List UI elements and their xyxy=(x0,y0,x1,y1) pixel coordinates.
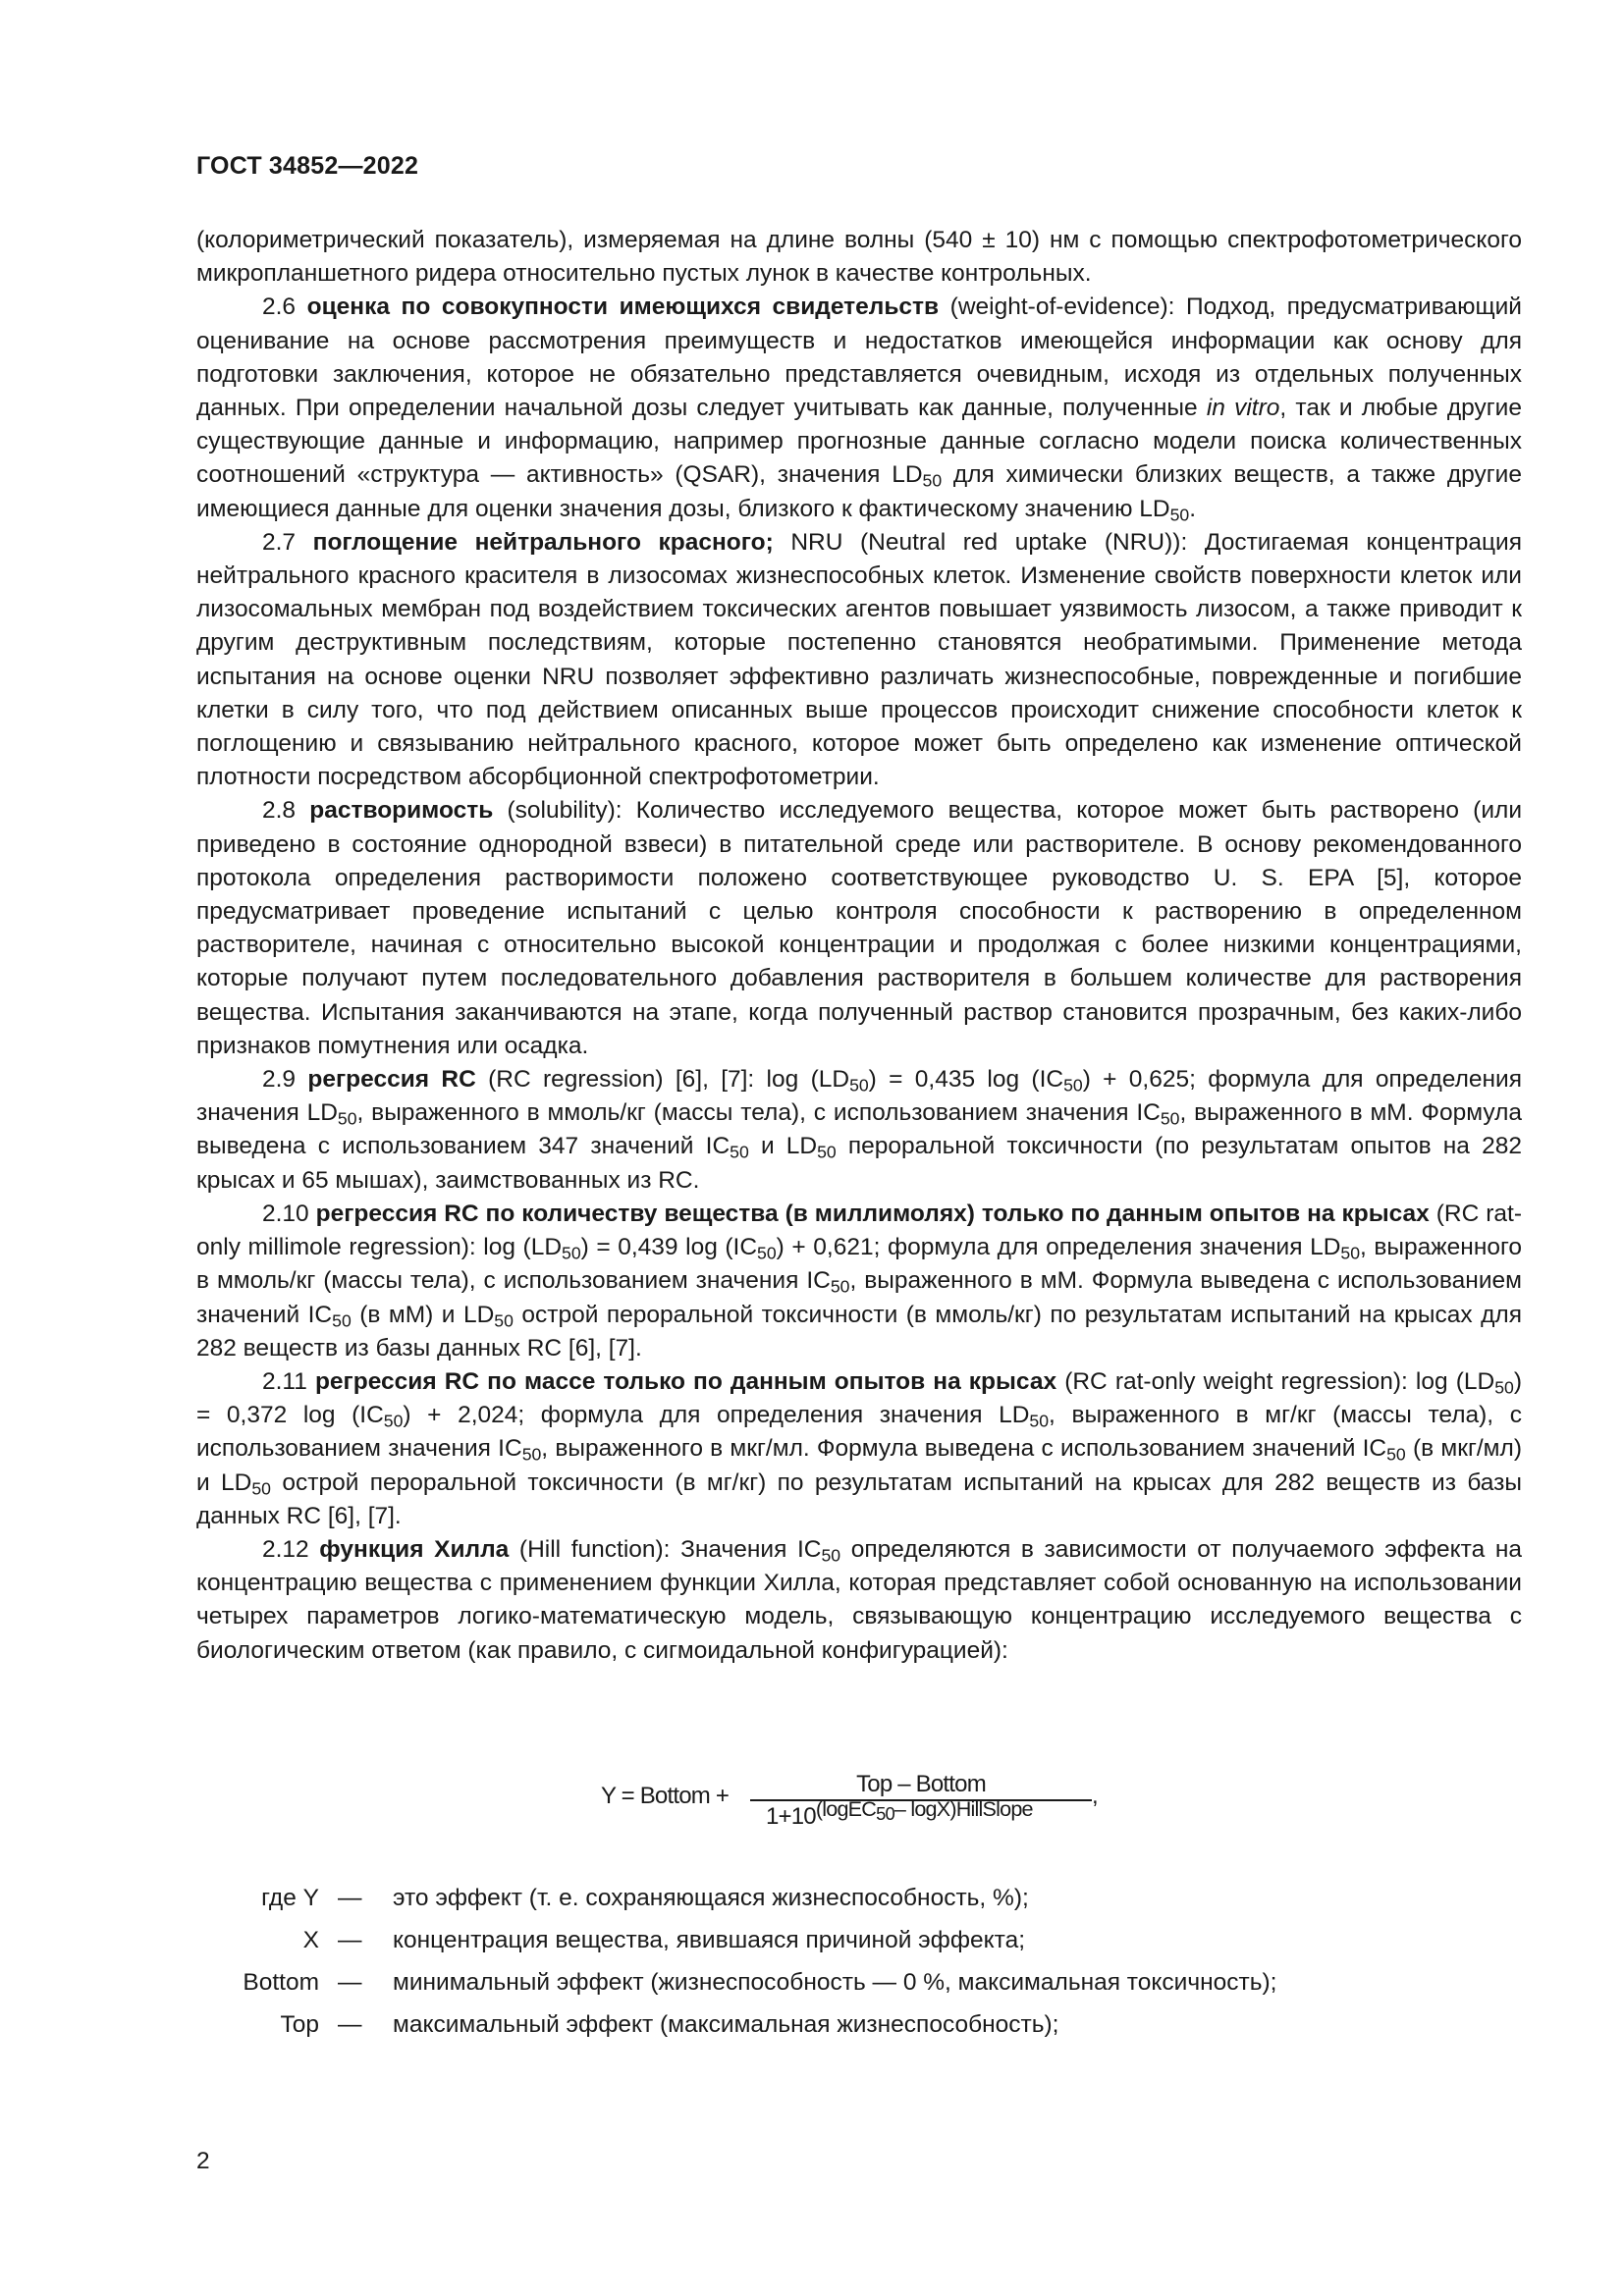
subscript: 50 xyxy=(817,1142,837,1162)
definition-term: где Y xyxy=(261,1885,319,1911)
subscript: 50 xyxy=(332,1309,352,1330)
paragraph-2-9 xyxy=(196,1063,1522,1198)
definition-term: X xyxy=(302,1927,319,1953)
subscript: 50 xyxy=(1029,1411,1050,1431)
subscript: 50 xyxy=(383,1411,404,1431)
paragraph-2-8 xyxy=(196,794,1522,1063)
definition-term: Top xyxy=(280,2011,319,2038)
term-heading: регрессия RC по количеству вещества (в миллимолях) только по данным опытов на крысах xyxy=(315,1200,1430,1227)
text: (Hill function): Значения IC xyxy=(509,1535,822,1563)
text: (solubility): Количество исследуемого вещества, которое может быть растворено (или приведено в состояние однородной взвеси) в питательной среде или растворителе. В основу рекомендованного протокола определения растворимости положено соответствующее руководство U. S. EPA [5], которое предусматривает проведение испытаний с целью контроля способности к растворению в определенном растворителе, начиная с относительно высокой концентрации и продолжая с более низкими концентрациями, которые получают путем последовательного добавления растворителя в большем количестве для растворения вещества. Испытания заканчиваются на этапе, когда полученный раствор становится прозрачным, без каких-либо признаков помутнения или осадка. xyxy=(196,797,1523,1059)
subscript: 50 xyxy=(830,1276,850,1297)
text: ) = 0,439 log (IC xyxy=(580,1234,758,1261)
text: , так и любые другие существующие данные и информацию, например прогнозные данные согласно модели поиска количественных соотношений «структура — активность» (QSAR), значения LD xyxy=(196,395,1522,489)
text: , выраженного в мМ. Формула выведена с использованием значений IC xyxy=(196,1267,1522,1328)
term-heading: оценка по совокупности имеющихся свидетельств xyxy=(306,294,940,321)
exponent-subscript: 50 xyxy=(876,1802,894,1824)
subscript: 50 xyxy=(562,1243,581,1263)
subscript: 50 xyxy=(251,1477,271,1498)
clause-number: 2.6 xyxy=(262,294,307,321)
text: определяются в зависимости от получаемого эффекта на концентрацию вещества с применением функции Хилла, которая представляет собой основанную на использовании четырех параметров логико-математическую модель, связывающую концентрацию исследуемого вещества с биологическим ответом (как правило, с сигмоидальной конфигурацией): xyxy=(196,1535,1522,1664)
text: NRU (Neutral red uptake (NRU)): Достигаемая концентрация нейтрального красного красителя в лизосомах жизнеспособных клеток. Изменение свойств поверхности клеток или лизосомальных мембран под воздействием токсических агентов повышает уязвимость лизосом, а также приводит к другим деструктивным последствиям, которые постепенно становятся необратимыми. Применение метода испытания на основе оценки NRU позволяет эффективно различать жизнеспособные, поврежденные и погибшие клетки в силу того, что под действием описанных выше процессов происходит снижение способности клеток к поглощению и связыванию нейтрального красного, которое может быть определено как изменение оптической плотности посредством абсорбционной спектрофотометрии. xyxy=(196,528,1522,791)
text: , выраженного в мМ. Формула выведена с использованием 347 значений IC xyxy=(196,1099,1522,1160)
subscript: 50 xyxy=(757,1243,777,1263)
subscript: 50 xyxy=(849,1075,869,1095)
paragraph-2-7 xyxy=(196,526,1522,795)
text: пероральной токсичности (по результатам опытов на 282 крысах и 65 мышах), заимствованных из RC. xyxy=(196,1133,1522,1194)
text: , выраженного в ммоль/кг (массы тела), с использованием значения IC xyxy=(196,1234,1522,1295)
text: , выраженного в мкг/мл. Формула выведена с использованием значений IC xyxy=(541,1435,1387,1463)
text: (RC rat-only weight regression): log (LD xyxy=(1056,1367,1495,1395)
paragraph-2-6 xyxy=(196,291,1522,525)
text: и LD xyxy=(748,1133,818,1160)
term-heading: растворимость xyxy=(309,797,494,825)
paragraph-2-11 xyxy=(196,1365,1522,1533)
formula-fraction xyxy=(750,1771,1092,1831)
document-body xyxy=(196,224,1522,1668)
text: . xyxy=(1189,495,1197,522)
clause-number: 2.8 xyxy=(262,797,310,825)
definition-text: минимальный эффект (жизнеспособность — 0 %, максимальная токсичность); xyxy=(393,1969,1277,1996)
term-heading: поглощение нейтрального красного; xyxy=(312,528,774,556)
definition-dash: — xyxy=(338,1885,362,1911)
definition-dash: — xyxy=(338,1927,362,1953)
subscript: 50 xyxy=(730,1142,749,1162)
formula-numerator: Top – Bottom xyxy=(856,1771,986,1797)
text: (в мМ) и LD xyxy=(351,1301,495,1328)
text: , выраженного в ммоль/кг (массы тела), с использованием значения IC xyxy=(356,1099,1161,1127)
definition-text: концентрация вещества, явившаяся причиной эффекта; xyxy=(393,1927,1025,1953)
subscript: 50 xyxy=(821,1545,841,1566)
text: (RC rat-only millimole regression): log (LD xyxy=(196,1200,1522,1261)
paragraph-continuation: (колориметрический показатель), измеряемая на длине волны (540 ± 10) нм с помощью спектрофотометрического микропланшетного ридера относительно пустых лунок в качестве контрольных. xyxy=(196,227,1522,288)
text: для химически близких веществ, а также другие имеющиеся данные для оценки значения дозы, близкого к фактическому значению LD xyxy=(196,461,1522,522)
formula-denominator xyxy=(750,1795,1092,1831)
definition-text: максимальный эффект (максимальная жизнеспособность); xyxy=(393,2011,1059,2038)
subscript: 50 xyxy=(1340,1243,1361,1263)
paragraph-2-12 xyxy=(196,1533,1522,1668)
subscript: 50 xyxy=(1494,1377,1514,1398)
text: острой пероральной токсичности (в мг/кг) по результатам испытаний на крысах для 282 веществ из базы данных RC [6], [7]. xyxy=(196,1468,1523,1529)
clause-number: 2.7 xyxy=(262,528,313,556)
text: ) + 0,621; формула для определения значения LD xyxy=(776,1234,1341,1261)
text: (в мкг/мл) и LD xyxy=(196,1435,1522,1496)
definition-dash: — xyxy=(338,2011,362,2038)
denominator-base: 1+10 xyxy=(766,1803,816,1830)
subscript: 50 xyxy=(1386,1444,1406,1465)
denominator-exponent xyxy=(815,1795,1033,1824)
italic-text: in vitro xyxy=(1206,395,1280,422)
definition-term: Bottom xyxy=(243,1969,319,1996)
subscript: 50 xyxy=(1160,1108,1180,1129)
subscript: 50 xyxy=(1169,505,1190,525)
document-header: ГОСТ 34852—2022 xyxy=(196,152,419,180)
clause-number: 2.12 xyxy=(262,1535,320,1563)
clause-number: 2.10 xyxy=(262,1200,316,1227)
definition-dash: — xyxy=(338,1969,362,1996)
hill-formula xyxy=(601,1771,1111,1830)
text: ) = 0,435 log (IC xyxy=(868,1066,1064,1094)
paragraph-2-10 xyxy=(196,1198,1522,1365)
text: ) + 0,625; формула для определения значения LD xyxy=(196,1066,1523,1127)
clause-number: 2.9 xyxy=(262,1066,308,1094)
subscript: 50 xyxy=(494,1309,514,1330)
text: (RC regression) [6], [7]: log (LD xyxy=(475,1066,850,1094)
exponent-part: – logX)HillSlope xyxy=(893,1795,1033,1821)
page-number: 2 xyxy=(196,2148,210,2174)
exponent-part: (logEC xyxy=(815,1795,877,1821)
definition-text: это эффект (т. е. сохраняющаяся жизнеспособность, %); xyxy=(393,1885,1029,1911)
subscript: 50 xyxy=(521,1444,542,1465)
subscript: 50 xyxy=(922,470,943,491)
subscript: 50 xyxy=(337,1108,357,1129)
text: острой пероральной токсичности (в ммоль/кг) по результатам испытаний на крысах для 282 веществ из базы данных RC [6], [7]. xyxy=(196,1301,1522,1362)
term-heading: регрессия RC xyxy=(307,1066,476,1094)
term-heading: регрессия RC по массе только по данным опытов на крысах xyxy=(314,1367,1057,1395)
text: , выраженного в мг/кг (массы тела), с использованием значения IC xyxy=(196,1402,1522,1463)
text: (weight-of-evidence): Подход, предусматривающий оценивание на основе рассмотрения преимуществ и недостатков имеющейся информации как основу для подготовки заключения, которое не обязательно представляется очевидным, исходя из отдельных полученных данных. При определении начальной дозы следует учитывать как данные, полученные xyxy=(196,294,1522,422)
clause-number: 2.11 xyxy=(262,1367,315,1395)
term-heading: функция Хилла xyxy=(319,1535,510,1563)
formula-lhs: Y = Bottom + xyxy=(601,1783,730,1809)
subscript: 50 xyxy=(1063,1075,1083,1095)
text: ) + 2,024; формула для определения значения LD xyxy=(403,1402,1030,1429)
formula-comma: , xyxy=(1092,1783,1098,1809)
text: ) = 0,372 log (IC xyxy=(196,1367,1522,1429)
